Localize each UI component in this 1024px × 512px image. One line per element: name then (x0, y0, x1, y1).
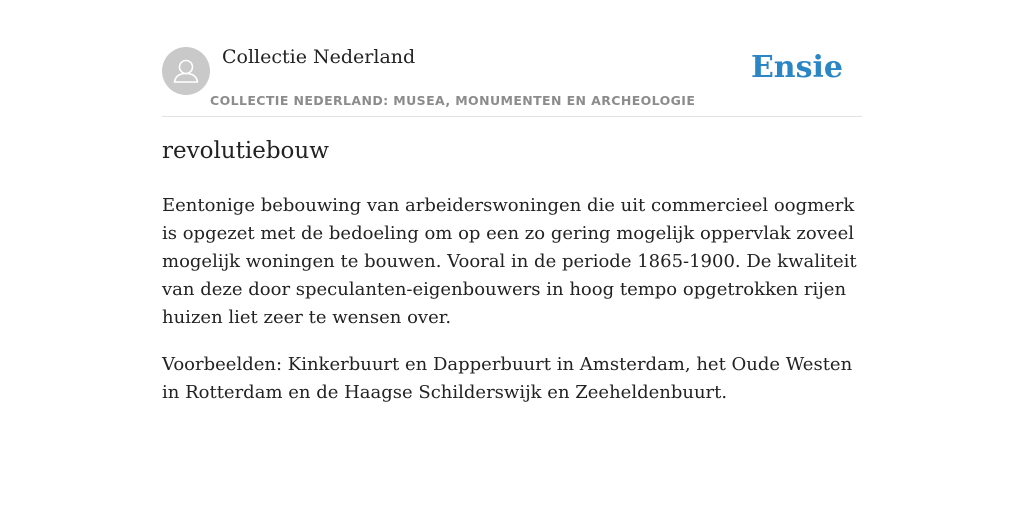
author-avatar[interactable] (162, 47, 210, 95)
article-paragraph: Voorbeelden: Kinkerbuurt en Dapperbuurt in Amsterdam, het Oude Westen in Rotterdam en de Haagse Schilderswijk en Zeeheldenbuurt. (162, 354, 853, 403)
article-title: revolutiebouw (162, 138, 329, 164)
source-label[interactable]: COLLECTIE NEDERLAND: MUSEA, MONUMENTEN EN ARCHEOLOGIE (210, 93, 696, 108)
user-silhouette-icon (162, 47, 210, 95)
article-header (162, 0, 862, 117)
article-paragraph: Eentonige bebouwing van arbeiderswoningen die uit commercieel oogmerk is opgezet met de bedoeling om op een zo gering mogelijk oppervlak zoveel mogelijk woningen te bouwen. Vooral in de periode 1865-1900. De kwaliteit van deze door speculanten-eigenbouwers in hoog tempo opgetrokken rijen huizen liet zeer te wensen over. (162, 195, 857, 328)
article-page (162, 0, 862, 512)
article-content (162, 192, 862, 426)
author-name-link[interactable]: Collectie Nederland (222, 46, 416, 68)
ensie-logo[interactable]: Ensie (750, 50, 843, 85)
